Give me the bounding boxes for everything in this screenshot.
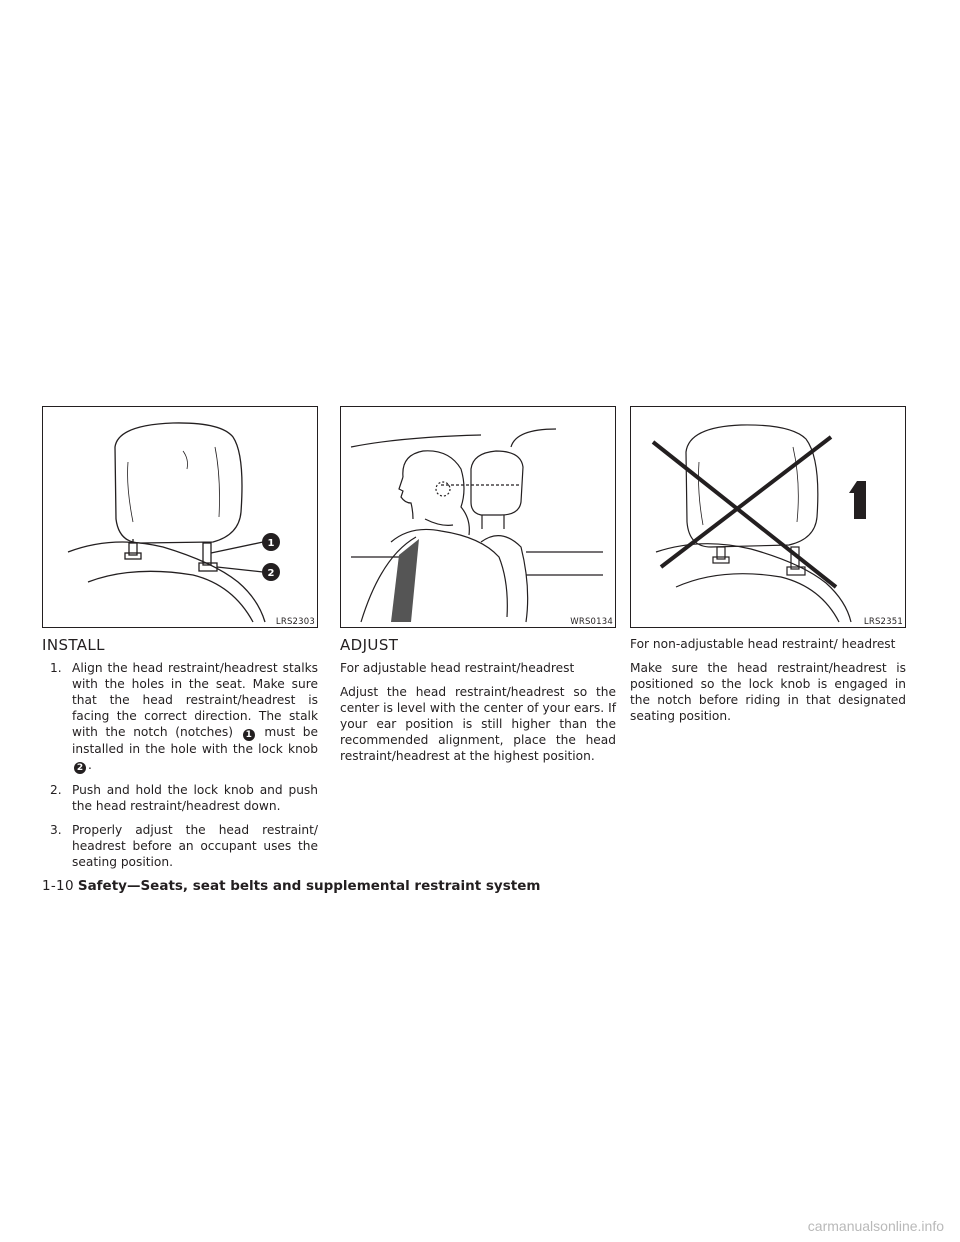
list-item: 2. Push and hold the lock knob and push the head restraint/headrest down. <box>50 783 318 813</box>
figure-install <box>42 406 318 628</box>
figure-code: LRS2303 <box>275 617 315 627</box>
figure-nonadjustable <box>630 406 906 628</box>
page-number: 1-10 <box>42 878 74 894</box>
callout-2: 2 <box>267 568 275 579</box>
headrest-nonadjustable-illustration <box>631 407 907 629</box>
nonadjustable-section <box>630 636 906 732</box>
page-footer <box>42 877 540 895</box>
headrest-install-illustration <box>43 407 319 629</box>
section-title: Safety—Seats, seat belts and supplemental restraint system <box>77 878 541 894</box>
adjust-heading: ADJUST <box>340 636 399 654</box>
figure-code: WRS0134 <box>570 617 613 627</box>
adjust-section <box>340 636 616 772</box>
figure-code: LRS2351 <box>863 617 903 627</box>
install-section <box>42 636 318 878</box>
list-item: 3. Properly adjust the head restraint/ headrest before an occupant uses the seating position. <box>50 823 318 869</box>
watermark: carmanualsonline.info <box>807 1218 944 1234</box>
figure-adjust <box>340 406 616 628</box>
install-heading: INSTALL <box>42 636 105 654</box>
adjust-subheading: For adjustable head restraint/headrest <box>340 661 575 675</box>
nonadjustable-body: Make sure the head restraint/headrest is positioned so the lock knob is engaged in the notch before riding in that designated seating position. <box>630 661 906 723</box>
headrest-adjust-illustration <box>341 407 617 629</box>
callout-2: 2 <box>74 762 86 774</box>
adjust-body: Adjust the head restraint/headrest so the center is level with the center of your ears. If your ear position is still higher than the recommended alignment, place the head restraint/headrest at the highest position. <box>340 685 616 763</box>
list-item: 1. Align the head restraint/headrest stalks with the holes in the seat. Make sure that the head restraint/headrest is facing the correct direction. The stalk with the notch (notches) 1 must be installed in the hole with the lock knob 2 . <box>50 661 319 773</box>
install-steps <box>42 660 318 870</box>
callout-1: 1 <box>267 538 275 549</box>
callout-1: 1 <box>243 729 255 741</box>
nonadjustable-subheading: For non-adjustable head restraint/ headrest <box>630 637 896 651</box>
